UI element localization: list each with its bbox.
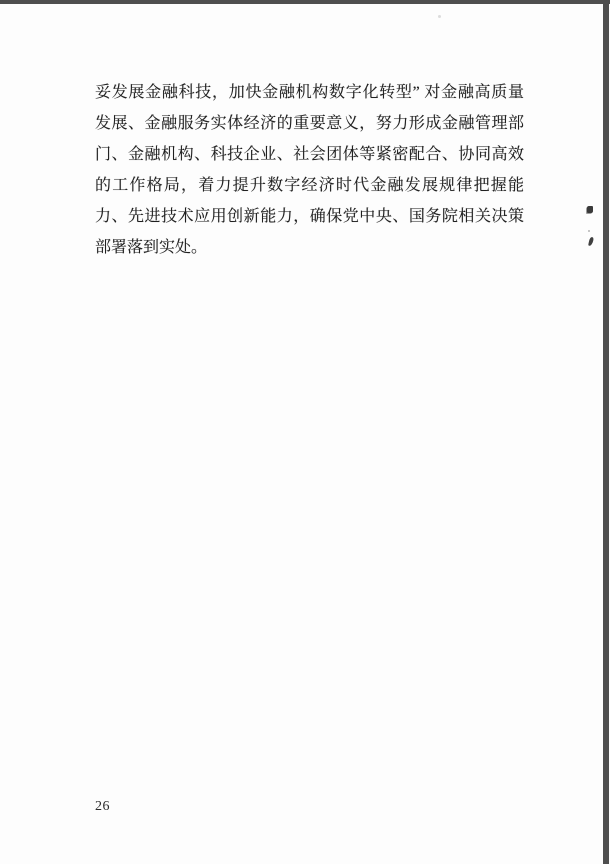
- ink-speck: [588, 237, 594, 247]
- text-line: 妥发展金融科技，加快金融机构数字化转型” 对金融高质量: [95, 84, 524, 101]
- text-line: 门、金融机构、科技企业、社会团体等紧密配合、协同高效: [95, 146, 524, 163]
- text-line: 部署落到实处。: [95, 239, 208, 256]
- body-paragraph: [95, 77, 524, 263]
- scan-edge-top: [0, 0, 610, 4]
- ink-speck: [438, 15, 441, 18]
- ink-speck: [587, 206, 593, 213]
- page-number: 26: [95, 799, 110, 814]
- scan-edge-right: [603, 0, 609, 864]
- text-line: 的工作格局，着力提升数字经济时代金融发展规律把握能: [95, 177, 524, 194]
- text-line: 发展、金融服务实体经济的重要意义，努力形成金融管理部: [95, 115, 524, 132]
- ink-speck: [588, 230, 590, 232]
- text-line: 力、先进技术应用创新能力，确保党中央、国务院相关决策: [95, 208, 524, 225]
